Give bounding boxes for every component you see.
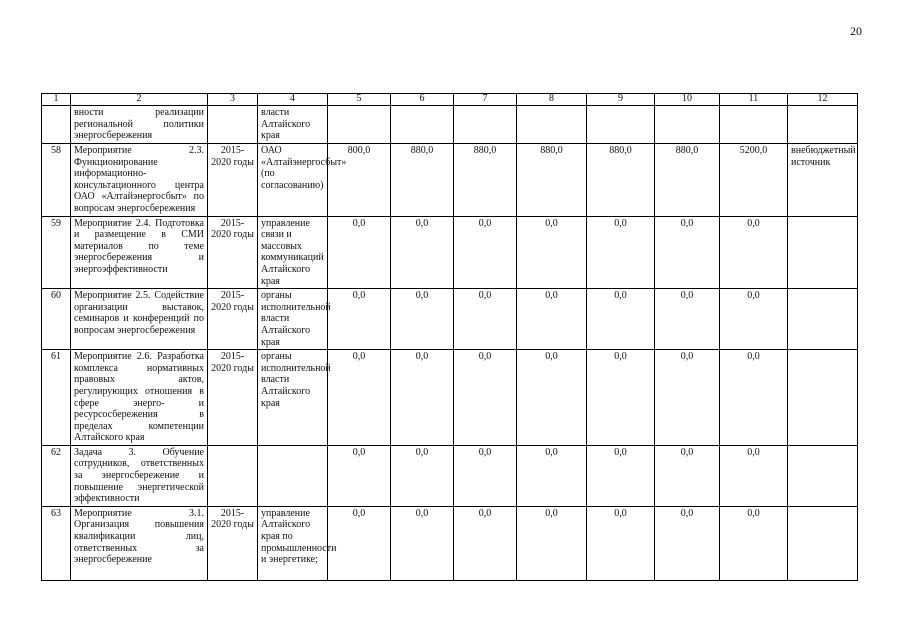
column-header: 10 (655, 94, 720, 106)
funding-source-cell (788, 445, 858, 506)
table-row (42, 216, 858, 289)
value-cell: 0,0 (587, 445, 655, 506)
executor-cell: органы исполнительной власти Алтайского края (258, 289, 328, 350)
row-number: 60 (42, 289, 71, 350)
table-row (42, 506, 858, 580)
value-cell: 800,0 (328, 144, 391, 217)
total-cell (720, 106, 788, 144)
value-cell: 880,0 (655, 144, 720, 217)
value-cell: 0,0 (328, 506, 391, 580)
funding-source-cell: внебюджетный источник (788, 144, 858, 217)
total-cell: 0,0 (720, 506, 788, 580)
total-cell: 5200,0 (720, 144, 788, 217)
value-cell: 0,0 (454, 445, 517, 506)
funding-source-cell (788, 106, 858, 144)
value-cell: 880,0 (391, 144, 454, 217)
column-header: 5 (328, 94, 391, 106)
table-row (42, 144, 858, 217)
period-cell (208, 445, 258, 506)
table-header-row (42, 94, 858, 106)
total-cell: 0,0 (720, 350, 788, 446)
table-row (42, 445, 858, 506)
period-cell (208, 106, 258, 144)
period-cell: 2015-2020 годы (208, 350, 258, 446)
value-cell: 0,0 (587, 216, 655, 289)
value-cell: 0,0 (517, 216, 587, 289)
executor-cell: управление связи и массовых коммуникаций Алтайского края (258, 216, 328, 289)
row-number: 62 (42, 445, 71, 506)
executor-cell: власти Алтайского края (258, 106, 328, 144)
value-cell: 0,0 (391, 350, 454, 446)
page-number: 20 (850, 24, 862, 38)
value-cell (655, 106, 720, 144)
row-number: 63 (42, 506, 71, 580)
funding-source-cell (788, 506, 858, 580)
value-cell: 880,0 (517, 144, 587, 217)
column-header: 3 (208, 94, 258, 106)
value-cell: 880,0 (454, 144, 517, 217)
total-cell: 0,0 (720, 289, 788, 350)
executor-cell: органы исполнительной власти Алтайского края (258, 350, 328, 446)
column-header: 6 (391, 94, 454, 106)
period-cell: 2015-2020 годы (208, 506, 258, 580)
program-measures-table (41, 93, 858, 581)
value-cell: 0,0 (391, 289, 454, 350)
column-header: 2 (71, 94, 208, 106)
value-cell: 0,0 (517, 350, 587, 446)
value-cell: 0,0 (587, 506, 655, 580)
period-cell: 2015-2020 годы (208, 216, 258, 289)
value-cell: 0,0 (391, 445, 454, 506)
column-header: 1 (42, 94, 71, 106)
value-cell: 0,0 (655, 216, 720, 289)
value-cell (391, 106, 454, 144)
value-cell: 0,0 (655, 506, 720, 580)
value-cell: 0,0 (517, 445, 587, 506)
measure-name: Мероприятие 3.1. Организация повышения квалификации лиц, ответственных за энергосбережение (71, 506, 208, 580)
funding-source-cell (788, 216, 858, 289)
value-cell: 0,0 (328, 289, 391, 350)
value-cell: 0,0 (587, 350, 655, 446)
row-number: 59 (42, 216, 71, 289)
column-header: 11 (720, 94, 788, 106)
measure-name: вности реализации региональной политики энергосбережения (71, 106, 208, 144)
value-cell: 0,0 (454, 506, 517, 580)
value-cell: 0,0 (328, 445, 391, 506)
funding-source-cell (788, 289, 858, 350)
column-header: 7 (454, 94, 517, 106)
period-cell: 2015-2020 годы (208, 144, 258, 217)
value-cell: 0,0 (587, 289, 655, 350)
measure-name: Мероприятие 2.6. Разработка комплекса нормативных правовых актов, регулирующих отношения в сфере энерго- и ресурсосбережения в пределах компетенции Алтайского края (71, 350, 208, 446)
value-cell: 0,0 (655, 289, 720, 350)
total-cell: 0,0 (720, 445, 788, 506)
funding-source-cell (788, 350, 858, 446)
table-row (42, 106, 858, 144)
value-cell (328, 106, 391, 144)
executor-cell: управление Алтайского края по промышленности и энергетике; (258, 506, 328, 580)
row-number (42, 106, 71, 144)
value-cell: 0,0 (454, 216, 517, 289)
row-number: 58 (42, 144, 71, 217)
executor-cell (258, 445, 328, 506)
value-cell (587, 106, 655, 144)
value-cell: 0,0 (655, 350, 720, 446)
measure-name: Мероприятие 2.5. Содействие организации выставок, семинаров и конференций по вопросам энергосбережения (71, 289, 208, 350)
column-header: 12 (788, 94, 858, 106)
measure-name: Мероприятие 2.4. Подготовка и размещение в СМИ материалов по теме энергосбережения и энергоэффективности (71, 216, 208, 289)
column-header: 9 (587, 94, 655, 106)
column-header: 8 (517, 94, 587, 106)
period-cell: 2015-2020 годы (208, 289, 258, 350)
value-cell (454, 106, 517, 144)
value-cell: 0,0 (328, 216, 391, 289)
value-cell: 880,0 (587, 144, 655, 217)
value-cell: 0,0 (655, 445, 720, 506)
executor-cell: ОАО «Алтайэнергосбыт» (по согласованию) (258, 144, 328, 217)
value-cell: 0,0 (517, 289, 587, 350)
value-cell (517, 106, 587, 144)
row-number: 61 (42, 350, 71, 446)
total-cell: 0,0 (720, 216, 788, 289)
table-row (42, 350, 858, 446)
value-cell: 0,0 (454, 350, 517, 446)
value-cell: 0,0 (328, 350, 391, 446)
value-cell: 0,0 (454, 289, 517, 350)
measure-name: Мероприятие 2.3. Функционирование информационно-консультационного центра ОАО «Алтайэнергосбыт» по вопросам энергосбережения (71, 144, 208, 217)
value-cell: 0,0 (517, 506, 587, 580)
table-row (42, 289, 858, 350)
measure-name: Задача 3. Обучение сотрудников, ответственных за энергосбережение и повышение энергетической эффективности (71, 445, 208, 506)
value-cell: 0,0 (391, 216, 454, 289)
value-cell: 0,0 (391, 506, 454, 580)
column-header: 4 (258, 94, 328, 106)
